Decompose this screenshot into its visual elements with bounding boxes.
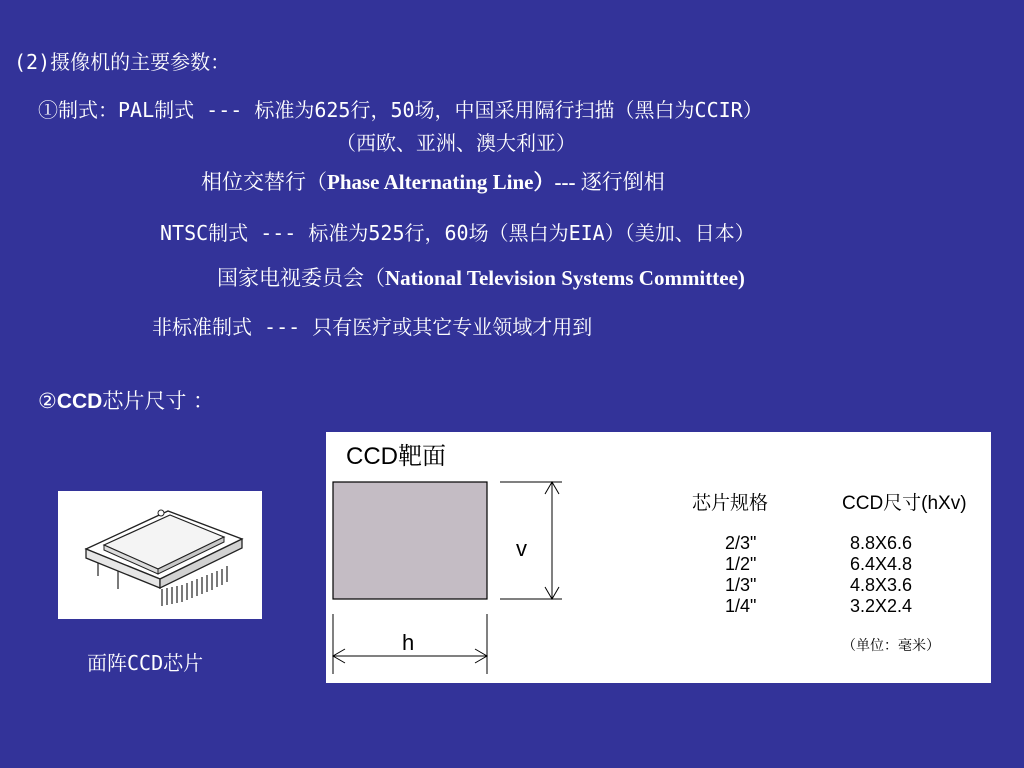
nonstandard-line: 非标准制式 --- 只有医疗或其它专业领域才用到 <box>152 315 593 339</box>
pal-standard-line: ①制式：PAL制式 --- 标准为625行，50场，中国采用隔行扫描（黑白为CCIR） <box>38 98 763 122</box>
ccd-chip-drawing <box>58 491 262 619</box>
chip-caption: 面阵CCD芯片 <box>87 651 204 675</box>
ccd-target-diagram <box>326 432 991 683</box>
ccd-chip-image <box>58 491 262 619</box>
ntsc-full-name <box>217 265 745 291</box>
ccd-row-spec: 1/3" <box>725 575 757 595</box>
ccd-row-size: 3.2X2.4 <box>850 596 913 616</box>
ntsc-standard-line: NTSC制式 --- 标准为525行，60场（黑白为EIA）（美加、日本） <box>160 221 755 245</box>
ccd-row-spec: 1/2" <box>725 554 757 574</box>
section2-heading-text: 芯片尺寸 ： <box>102 389 215 413</box>
pal-regions: （西欧、亚洲、澳大利亚） <box>336 131 576 155</box>
pal-full-name <box>201 169 665 195</box>
pal-full-name-alt: 逐行倒相 <box>580 170 665 194</box>
v-dimension-arrow <box>500 482 562 599</box>
pal-full-name-sep: ）--- <box>533 170 581 194</box>
unit-note: （单位：毫米） <box>842 637 940 653</box>
col-header-size: CCD尺寸(hXv) <box>842 493 967 514</box>
v-label: v <box>516 536 527 561</box>
pal-full-name-en: Phase Alternating Line <box>327 170 534 194</box>
ccd-row-size: 6.4X4.8 <box>850 554 913 574</box>
ccd-diagram-title: CCD靶面 <box>346 443 446 470</box>
section2-heading <box>38 388 214 415</box>
ccd-sensor-area <box>333 482 487 599</box>
h-label: h <box>402 630 415 655</box>
section2-heading-ccd: CCD <box>56 390 103 413</box>
ccd-row-spec: 1/4" <box>725 596 757 616</box>
ntsc-full-name-en: National Television Systems Committee) <box>385 266 745 290</box>
section1-heading: (2)摄像机的主要参数： <box>14 50 231 74</box>
ccd-row-size: 4.8X3.6 <box>850 575 913 595</box>
section2-heading-marker: ② <box>38 389 57 413</box>
ccd-row-size: 8.8X6.6 <box>850 533 913 553</box>
ntsc-full-name-cn: 国家电视委员会（ <box>217 266 385 290</box>
col-header-spec: 芯片规格 <box>692 493 769 514</box>
pal-full-name-cn: 相位交替行（ <box>201 170 327 194</box>
ccd-row-spec: 2/3" <box>725 533 757 553</box>
ccd-diagram-svg <box>326 432 991 683</box>
